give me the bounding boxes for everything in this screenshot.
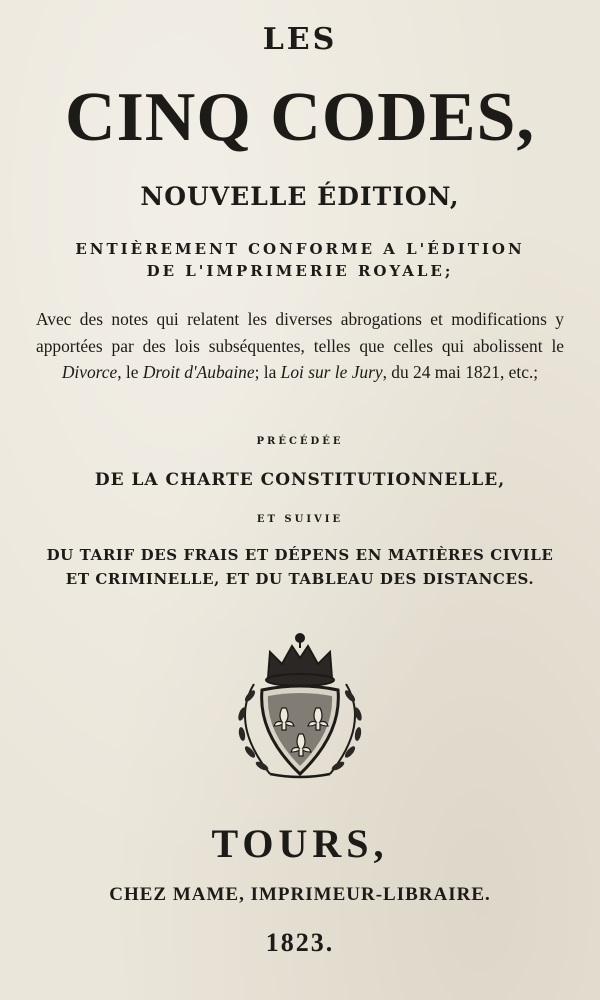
description-text-4: , du 24 mai 1821, etc.; [382, 362, 539, 382]
royal-coat-of-arms-icon [210, 624, 390, 784]
description-text-2: , le [117, 362, 143, 382]
loi-jury-term: Loi sur le Jury [280, 362, 383, 382]
tarif-line-2: ET CRIMINELLE, ET DU TABLEAU DES DISTANCES. [65, 570, 535, 588]
description-text-1: Avec des notes qui relatent les diverses abrogations et modifications y apportées par des lois subséquentes, telles que celles qui abolissent le [36, 309, 564, 356]
imprint-city: TOURS, [211, 821, 389, 866]
description-paragraph [36, 306, 564, 386]
imprint-publisher: CHEZ MAME, IMPRIMEUR-LIBRAIRE. [109, 884, 491, 905]
droit-aubaine-term: Droit d'Aubaine [142, 362, 255, 382]
imprint-year: 1823. [265, 928, 335, 957]
suivie-label: ET SUIVIE [256, 514, 344, 525]
charte-line: DE LA CHARTE CONSTITUTIONNELLE, [94, 470, 506, 490]
book-title: CINQ CODES, [65, 79, 535, 156]
conformity-line-2: DE L'IMPRIMERIE ROYALE; [146, 262, 454, 280]
tarif-line-1: DU TARIF DES FRAIS ET DÉPENS EN MATIÈRES CIVILE [46, 546, 554, 564]
conformity-line-1: ENTIÈREMENT CONFORME A L'ÉDITION [75, 240, 525, 258]
title-article: LES [262, 22, 338, 57]
description-text-3: ; la [254, 362, 281, 382]
precedee-label: PRÉCÉDÉE [256, 436, 344, 447]
edition-label: NOUVELLE ÉDITION, [140, 182, 460, 211]
divorce-term: Divorce [61, 362, 118, 382]
